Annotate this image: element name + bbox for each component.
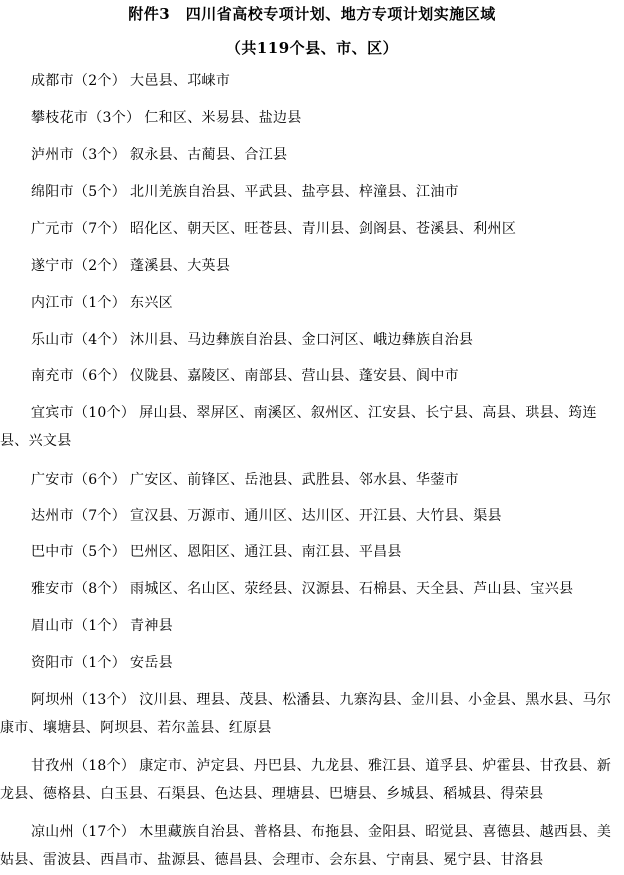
- list-item: [0, 818, 620, 874]
- city-name: 广安市（6个）: [31, 472, 127, 488]
- city-name: 广元市（7个）: [31, 221, 127, 237]
- city-name: 眉山市（1个）: [31, 618, 127, 634]
- county-list: 宣汉县、万源市、通川区、达川区、开江县、大竹县、渠县: [130, 508, 502, 524]
- city-name: 南充市（6个）: [31, 368, 127, 384]
- county-list: 北川羌族自治县、平武县、盐亭县、梓潼县、江油市: [130, 184, 459, 200]
- list-item: [0, 67, 620, 95]
- list-item: [0, 575, 620, 603]
- county-list: 东兴区: [130, 295, 173, 311]
- city-name: 资阳市（1个）: [31, 655, 127, 671]
- county-list: 汶川县、理县、茂县、松潘县、九寨沟县、金川县、小金县、黑水县、马尔康市、壤塘县、阿坝县、若尔盖县、红原县: [0, 692, 612, 736]
- list-item: [0, 326, 620, 354]
- list-item: [0, 289, 620, 317]
- city-name: 阿坝州（13个）: [31, 692, 136, 708]
- city-name: 凉山州（17个）: [31, 824, 136, 840]
- list-item: [0, 215, 620, 243]
- county-list: 大邑县、邛崃市: [130, 73, 231, 89]
- city-name: 攀枝花市（3个）: [31, 110, 141, 126]
- list-item: [0, 686, 620, 742]
- county-list: 巴州区、恩阳区、通江县、南江县、平昌县: [130, 544, 402, 560]
- county-list: 仪陇县、嘉陵区、南部县、营山县、蓬安县、阆中市: [130, 368, 459, 384]
- county-list: 康定市、泸定县、丹巴县、九龙县、雅江县、道孚县、炉霍县、甘孜县、新龙县、德格县、白玉县、石渠县、色达县、理塘县、巴塘县、乡城县、稻城县、得荣县: [0, 758, 612, 802]
- city-name: 遂宁市（2个）: [31, 258, 127, 274]
- list-item: [0, 362, 620, 390]
- county-list: 屏山县、翠屏区、南溪区、叙州区、江安县、长宁县、高县、珙县、筠连县、兴文县: [0, 405, 597, 449]
- city-name: 内江市（1个）: [31, 295, 127, 311]
- list-item: [0, 649, 620, 677]
- list-item: [0, 538, 620, 566]
- city-name: 泸州市（3个）: [31, 147, 127, 163]
- list-item: [0, 252, 620, 280]
- county-list: 叙永县、古蔺县、合江县: [130, 147, 288, 163]
- city-name: 宜宾市（10个）: [31, 405, 136, 421]
- county-list: 仁和区、米易县、盐边县: [144, 110, 302, 126]
- list-item: [0, 502, 620, 530]
- county-list: 木里藏族自治县、普格县、布拖县、金阳县、昭觉县、喜德县、越西县、美姑县、雷波县、西昌市、盐源县、德昌县、会理市、会东县、宁南县、冕宁县、甘洛县: [0, 824, 612, 868]
- list-item: [0, 141, 620, 169]
- county-list: 青神县: [130, 618, 173, 634]
- county-list: 沐川县、马边彝族自治县、金口河区、峨边彝族自治县: [130, 332, 474, 348]
- list-item: [0, 612, 620, 640]
- document-subtitle: （共119个县、市、区）: [225, 39, 399, 57]
- list-item: [0, 752, 620, 808]
- county-list: 广安区、前锋区、岳池县、武胜县、邻水县、华蓥市: [130, 472, 459, 488]
- city-name: 成都市（2个）: [31, 73, 127, 89]
- city-name: 达州市（7个）: [31, 508, 127, 524]
- county-list: 昭化区、朝天区、旺苍县、青川县、剑阁县、苍溪县、利州区: [130, 221, 517, 237]
- city-name: 巴中市（5个）: [31, 544, 127, 560]
- list-item: [0, 104, 620, 132]
- list-item: [0, 399, 620, 455]
- city-name: 乐山市（4个）: [31, 332, 127, 348]
- city-name: 甘孜州（18个）: [31, 758, 136, 774]
- document-title: 附件3 四川省高校专项计划、地方专项计划实施区域: [128, 5, 496, 23]
- list-item: [0, 466, 620, 494]
- county-list: 蓬溪县、大英县: [130, 258, 231, 274]
- city-name: 绵阳市（5个）: [31, 184, 127, 200]
- city-name: 雅安市（8个）: [31, 581, 127, 597]
- county-list: 安岳县: [130, 655, 173, 671]
- county-list: 雨城区、名山区、荥经县、汉源县、石棉县、天全县、芦山县、宝兴县: [130, 581, 574, 597]
- list-item: [0, 178, 620, 206]
